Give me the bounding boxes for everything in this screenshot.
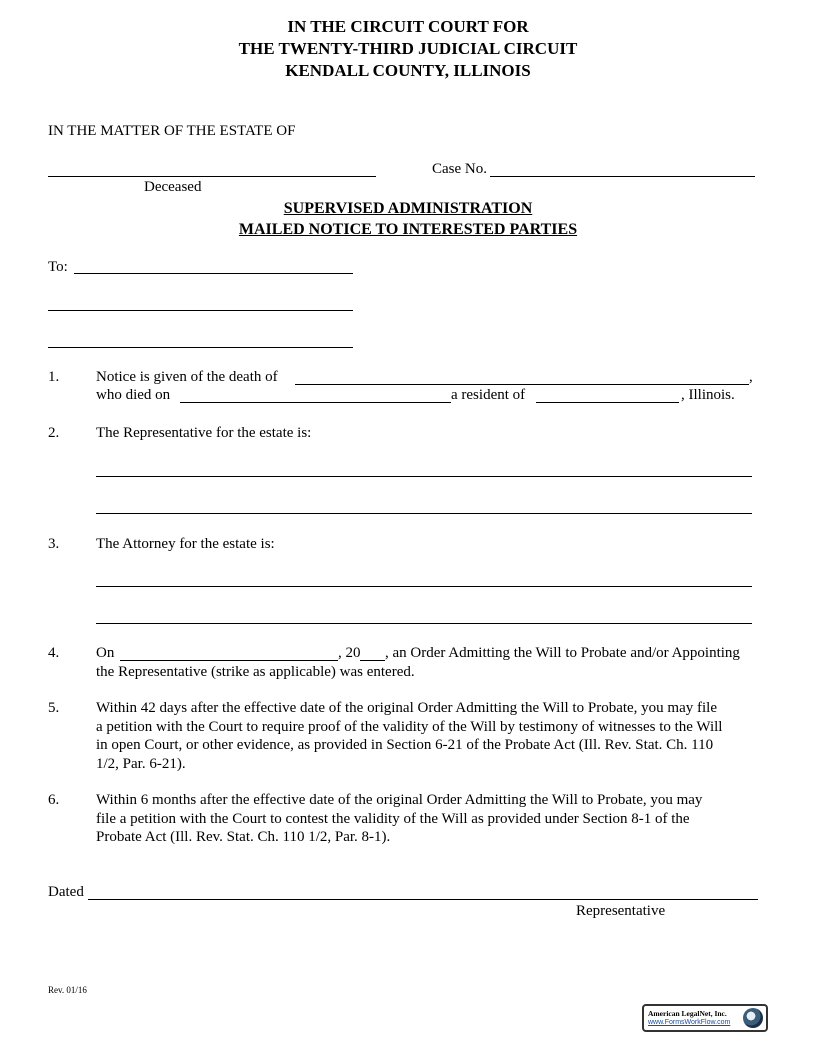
item-3-text: The Attorney for the estate is:: [96, 536, 275, 552]
representative-line-1[interactable]: [96, 476, 752, 477]
item-1-comma: ,: [749, 369, 753, 385]
estate-matter-label: IN THE MATTER OF THE ESTATE OF: [48, 123, 296, 139]
item-5-line1: Within 42 days after the effective date of the original Order Admitting the Will to Probate, you may file: [96, 700, 717, 716]
case-number-field[interactable]: [490, 176, 755, 177]
item-4-text-line2: the Representative (strike as applicable) was entered.: [96, 664, 415, 680]
representative-line-2[interactable]: [96, 513, 752, 514]
item-5-line4: 1/2, Par. 6-21).: [96, 756, 186, 772]
item-6-line3: Probate Act (Ill. Rev. Stat. Ch. 110 1/2, Par. 8-1).: [96, 829, 391, 845]
item-2-text: The Representative for the estate is:: [96, 425, 312, 441]
item-4-text: , an Order Admitting the Will to Probate and/or Appointing: [385, 645, 740, 661]
court-header-line2: THE TWENTY-THIRD JUDICIAL CIRCUIT: [238, 39, 578, 58]
item-6-line2: file a petition with the Court to contest the validity of the Will as provided under Section 8-1 of the: [96, 811, 690, 827]
decedent-name-field[interactable]: [48, 176, 376, 177]
item-6-number: 6.: [48, 792, 60, 808]
recipient-line-2[interactable]: [48, 310, 353, 311]
item-1-text-d: , Illinois.: [681, 387, 735, 403]
decedent-death-name-field[interactable]: [295, 384, 749, 385]
item-1-text-c: a resident of: [451, 387, 526, 403]
form-title-line1: SUPERVISED ADMINISTRATION: [283, 200, 533, 217]
item-2-number: 2.: [48, 425, 60, 441]
dated-label: Dated: [48, 884, 84, 900]
dated-signature-field[interactable]: [88, 899, 758, 900]
american-legalnet-badge: [642, 1004, 768, 1032]
badge-company: American LegalNet, Inc.: [648, 1009, 727, 1018]
attorney-line-2[interactable]: [96, 623, 752, 624]
badge-url[interactable]: www.FormsWorkFlow.com: [648, 1019, 731, 1026]
item-3-number: 3.: [48, 536, 60, 552]
item-1-text-b: who died on: [96, 387, 171, 403]
court-header-line3: KENDALL COUNTY, ILLINOIS: [285, 61, 531, 80]
residence-field[interactable]: [536, 402, 679, 403]
item-6-line1: Within 6 months after the effective date of the original Order Admitting the Will to Probate, you may: [96, 792, 703, 808]
case-number-label: Case No.: [432, 161, 487, 177]
attorney-line-1[interactable]: [96, 586, 752, 587]
item-4-number: 4.: [48, 645, 60, 661]
revision-label: Rev. 01/16: [48, 985, 87, 995]
globe-logo-icon: [743, 1008, 763, 1028]
item-5-line2: a petition with the Court to require proof of the validity of the Will by testimony of witnesses to the Will: [96, 719, 723, 735]
order-year-field[interactable]: [360, 660, 385, 661]
order-date-field[interactable]: [120, 660, 338, 661]
representative-signature-label: Representative: [576, 903, 666, 919]
item-1-number: 1.: [48, 369, 60, 385]
deceased-label: Deceased: [144, 179, 202, 195]
recipient-line-1[interactable]: [74, 273, 353, 274]
court-header-line1: IN THE CIRCUIT COURT FOR: [287, 17, 529, 36]
date-of-death-field[interactable]: [180, 402, 451, 403]
item-1-text-a: Notice is given of the death of: [96, 369, 278, 385]
form-title-line2: MAILED NOTICE TO INTERESTED PARTIES: [238, 221, 578, 238]
recipient-line-3[interactable]: [48, 347, 353, 348]
to-label: To:: [48, 259, 68, 275]
item-5-number: 5.: [48, 700, 60, 716]
item-4-year-prefix: , 20: [338, 645, 361, 661]
item-4-on: On: [96, 645, 115, 661]
item-5-line3: in open Court, or other evidence, as provided in Section 6-21 of the Probate Act (Ill. Rev. Stat. Ch. 110: [96, 737, 714, 753]
